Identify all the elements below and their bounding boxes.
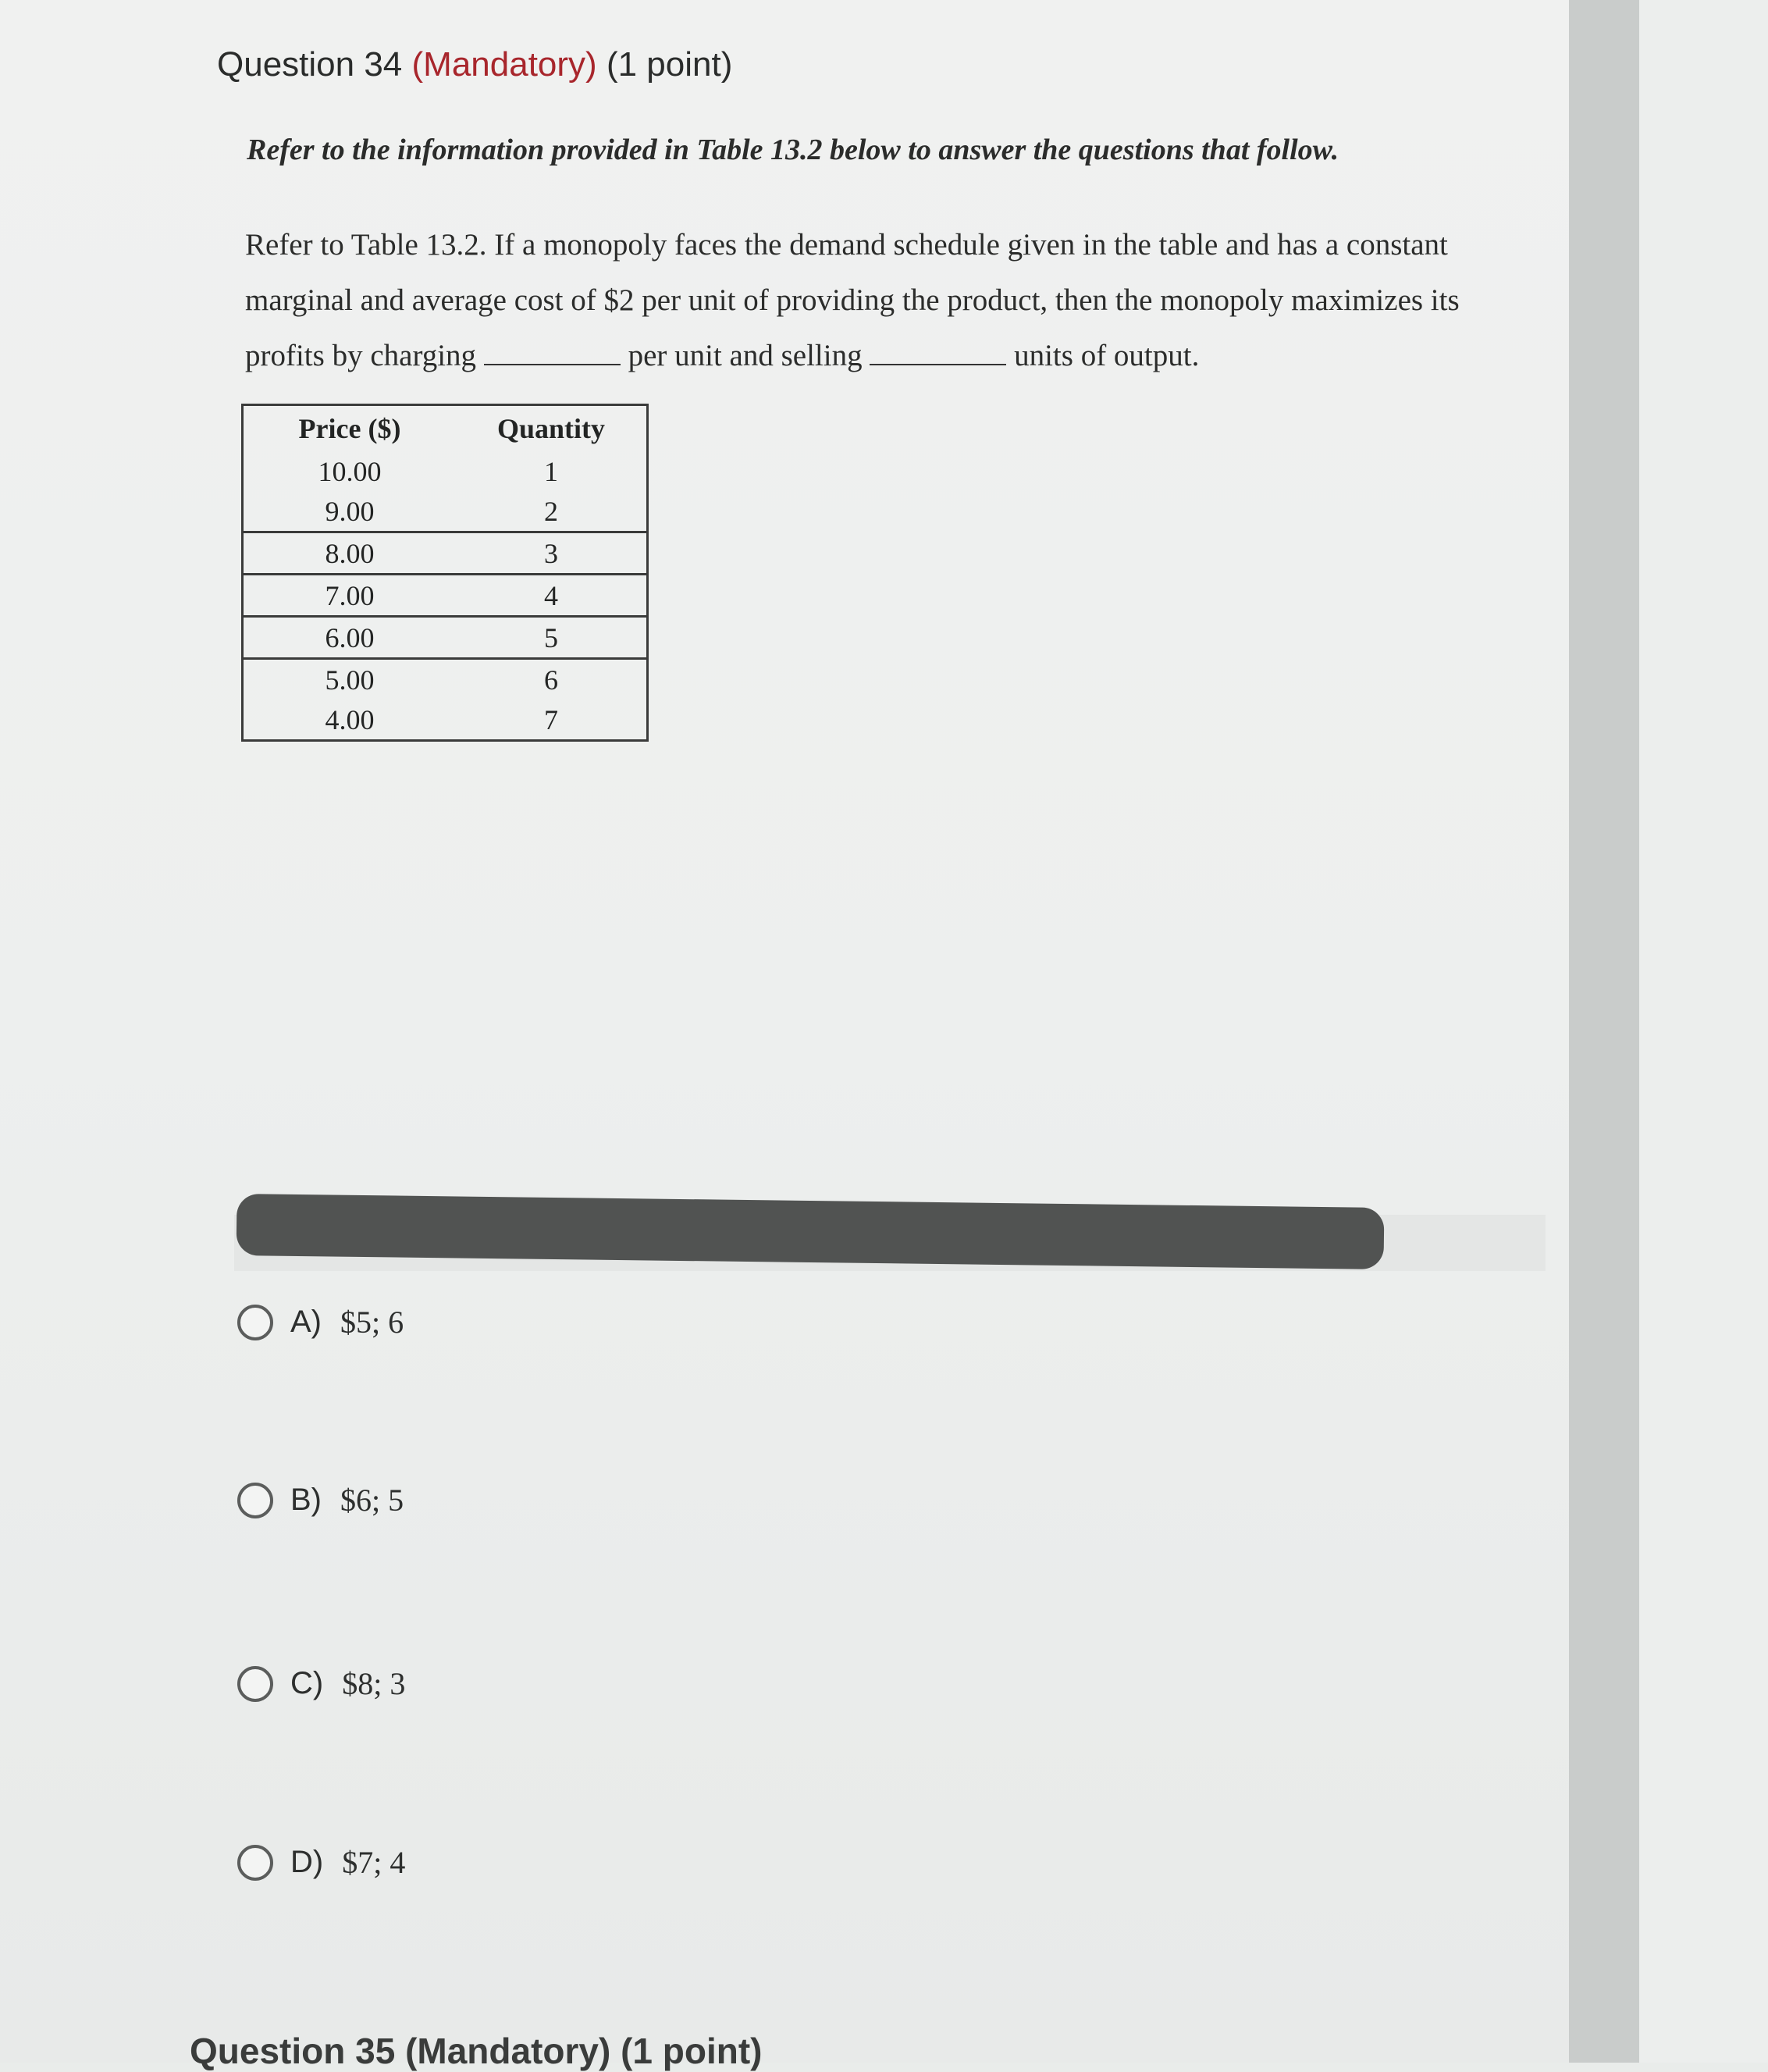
price-cell: 7.00 [243, 575, 457, 617]
quantity-header: Quantity [496, 413, 606, 444]
quantity-cell: 5 [456, 617, 648, 659]
scrollbar-track[interactable] [1569, 0, 1639, 2063]
quantity-cell: 2 [544, 495, 558, 527]
option-letter: B) [290, 1483, 322, 1517]
table-row [243, 532, 648, 575]
option-text: $5; 6 [340, 1305, 404, 1340]
radio-circle-icon[interactable] [237, 1483, 273, 1518]
quantity-blank [870, 342, 1006, 365]
question-header [217, 45, 732, 84]
question-intro: Refer to the information provided in Table 13.2 below to answer the questions that follow. [247, 134, 1339, 166]
price-cell: 6.00 [243, 617, 457, 659]
option-b[interactable] [237, 1482, 404, 1518]
price-cell: 9.00 [325, 495, 375, 527]
prompt-text-1: Refer to Table 13.2. If a monopoly faces the demand schedule given in the table and has a constant marginal and average cost of $2 per unit of providing the product, then the monopoly maximizes its profits by charging [245, 228, 1460, 372]
option-letter: C) [290, 1666, 324, 1700]
demand-table [241, 404, 649, 742]
table-row [243, 451, 648, 491]
prompt-text-3: units of output. [1014, 339, 1200, 372]
option-text: $8; 3 [342, 1666, 406, 1701]
option-letter: A) [290, 1305, 322, 1339]
price-blank [484, 342, 621, 365]
mandatory-label: (Mandatory) [411, 45, 597, 84]
price-cell: 4.00 [325, 703, 375, 735]
next-question-header: Question 35 (Mandatory) (1 point) [190, 2031, 763, 2071]
table-row [243, 659, 648, 700]
question-title: Question 34 [217, 45, 403, 84]
table-header-row [243, 405, 648, 452]
option-letter: D) [290, 1845, 324, 1879]
quantity-cell: 6 [456, 659, 648, 700]
option-c[interactable] [237, 1665, 405, 1702]
table-row [243, 575, 648, 617]
question-prompt [245, 217, 1541, 383]
option-d[interactable] [237, 1844, 405, 1881]
window-edge [1639, 0, 1768, 2063]
quantity-cell: 7 [544, 703, 558, 735]
table-row [243, 491, 648, 532]
table-row [243, 617, 648, 659]
price-header: Price ($) [298, 413, 401, 444]
quantity-cell: 4 [456, 575, 648, 617]
quantity-cell: 1 [544, 455, 558, 487]
radio-circle-icon[interactable] [237, 1305, 273, 1340]
quantity-cell: 3 [456, 532, 648, 575]
radio-circle-icon[interactable] [237, 1845, 273, 1881]
option-text: $6; 5 [340, 1483, 404, 1518]
price-cell: 5.00 [243, 659, 457, 700]
price-cell: 8.00 [243, 532, 457, 575]
price-cell: 10.00 [318, 455, 382, 487]
points-label: (1 point) [606, 45, 733, 84]
option-text: $7; 4 [342, 1845, 406, 1880]
prompt-text-2: per unit and selling [628, 339, 863, 372]
table-row [243, 700, 648, 741]
radio-circle-icon[interactable] [237, 1666, 273, 1702]
option-a[interactable] [237, 1304, 404, 1340]
